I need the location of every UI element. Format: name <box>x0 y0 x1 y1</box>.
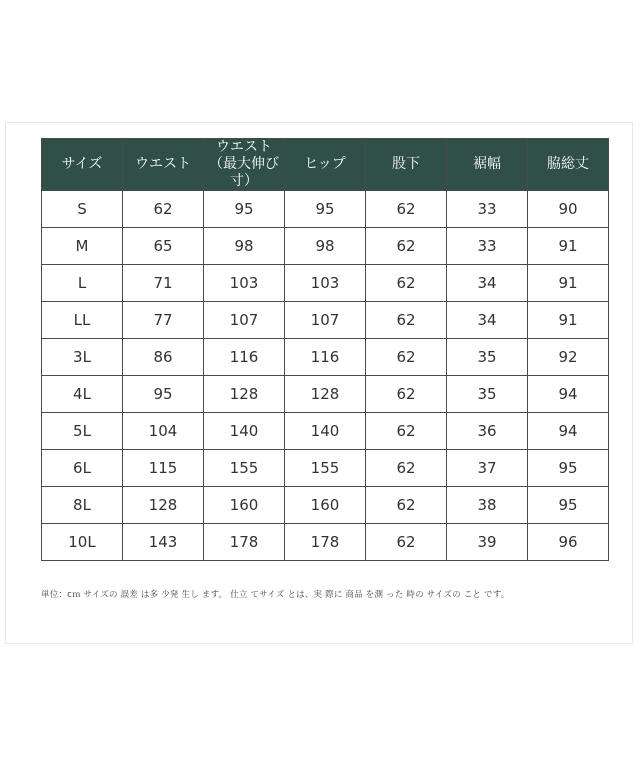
cell-waist: 95 <box>123 376 204 413</box>
cell-hem-width: 36 <box>447 413 528 450</box>
table-row <box>42 487 609 524</box>
header-side-length: 脇総丈 <box>528 139 609 191</box>
table-row <box>42 524 609 561</box>
cell-side-length: 94 <box>528 413 609 450</box>
cell-side-length: 94 <box>528 376 609 413</box>
cell-hem-width: 35 <box>447 339 528 376</box>
cell-inseam: 62 <box>366 413 447 450</box>
cell-inseam: 62 <box>366 265 447 302</box>
cell-size: LL <box>42 302 123 339</box>
header-waist-max-stretch: ウエスト（最大伸び寸） <box>204 139 285 191</box>
cell-hem-width: 35 <box>447 376 528 413</box>
cell-waist: 115 <box>123 450 204 487</box>
cell-side-length: 90 <box>528 191 609 228</box>
measurement-note: 単位：cｍ サイズの 誤差 は多 少発 生し ます。 仕立 てサイズ とは、実 際に 商品 を測 った 時の サイズの こと です。 <box>41 590 510 600</box>
size-chart-table <box>41 138 609 561</box>
cell-size: M <box>42 228 123 265</box>
cell-side-length: 91 <box>528 228 609 265</box>
cell-inseam: 62 <box>366 228 447 265</box>
cell-waist-max: 178 <box>204 524 285 561</box>
size-chart-card <box>5 122 633 644</box>
cell-waist-max: 95 <box>204 191 285 228</box>
cell-waist: 128 <box>123 487 204 524</box>
cell-inseam: 62 <box>366 450 447 487</box>
header-hip: ヒップ <box>285 139 366 191</box>
cell-hip: 116 <box>285 339 366 376</box>
table-row <box>42 191 609 228</box>
cell-waist-max: 116 <box>204 339 285 376</box>
header-size: サイズ <box>42 139 123 191</box>
cell-inseam: 62 <box>366 302 447 339</box>
cell-hip: 98 <box>285 228 366 265</box>
table-row <box>42 228 609 265</box>
cell-waist-max: 103 <box>204 265 285 302</box>
cell-size: 5L <box>42 413 123 450</box>
cell-size: 10L <box>42 524 123 561</box>
cell-waist-max: 140 <box>204 413 285 450</box>
cell-waist-max: 160 <box>204 487 285 524</box>
cell-inseam: 62 <box>366 376 447 413</box>
cell-waist: 143 <box>123 524 204 561</box>
cell-waist: 77 <box>123 302 204 339</box>
cell-hem-width: 34 <box>447 265 528 302</box>
table-row <box>42 376 609 413</box>
cell-hem-width: 33 <box>447 191 528 228</box>
cell-hip: 155 <box>285 450 366 487</box>
cell-hip: 128 <box>285 376 366 413</box>
cell-hip: 95 <box>285 191 366 228</box>
cell-size: 6L <box>42 450 123 487</box>
cell-side-length: 91 <box>528 265 609 302</box>
cell-hip: 107 <box>285 302 366 339</box>
cell-side-length: 95 <box>528 450 609 487</box>
cell-hip: 178 <box>285 524 366 561</box>
cell-waist-max: 98 <box>204 228 285 265</box>
header-inseam: 股下 <box>366 139 447 191</box>
cell-inseam: 62 <box>366 524 447 561</box>
cell-inseam: 62 <box>366 191 447 228</box>
cell-inseam: 62 <box>366 487 447 524</box>
cell-waist: 104 <box>123 413 204 450</box>
cell-size: L <box>42 265 123 302</box>
cell-waist: 62 <box>123 191 204 228</box>
cell-size: S <box>42 191 123 228</box>
cell-size: 8L <box>42 487 123 524</box>
cell-waist: 71 <box>123 265 204 302</box>
header-waist: ウエスト <box>123 139 204 191</box>
cell-waist: 65 <box>123 228 204 265</box>
table-row <box>42 302 609 339</box>
cell-side-length: 96 <box>528 524 609 561</box>
cell-hip: 160 <box>285 487 366 524</box>
cell-size: 4L <box>42 376 123 413</box>
cell-waist-max: 155 <box>204 450 285 487</box>
table-row <box>42 413 609 450</box>
table-row <box>42 450 609 487</box>
cell-hip: 140 <box>285 413 366 450</box>
cell-hem-width: 37 <box>447 450 528 487</box>
cell-hem-width: 34 <box>447 302 528 339</box>
cell-hem-width: 33 <box>447 228 528 265</box>
header-hem-width: 裾幅 <box>447 139 528 191</box>
cell-hem-width: 39 <box>447 524 528 561</box>
cell-side-length: 95 <box>528 487 609 524</box>
cell-side-length: 91 <box>528 302 609 339</box>
cell-waist-max: 128 <box>204 376 285 413</box>
cell-hem-width: 38 <box>447 487 528 524</box>
cell-hip: 103 <box>285 265 366 302</box>
cell-waist: 86 <box>123 339 204 376</box>
cell-waist-max: 107 <box>204 302 285 339</box>
table-row <box>42 339 609 376</box>
cell-size: 3L <box>42 339 123 376</box>
cell-inseam: 62 <box>366 339 447 376</box>
table-row <box>42 265 609 302</box>
table-header-row <box>42 139 609 191</box>
cell-side-length: 92 <box>528 339 609 376</box>
